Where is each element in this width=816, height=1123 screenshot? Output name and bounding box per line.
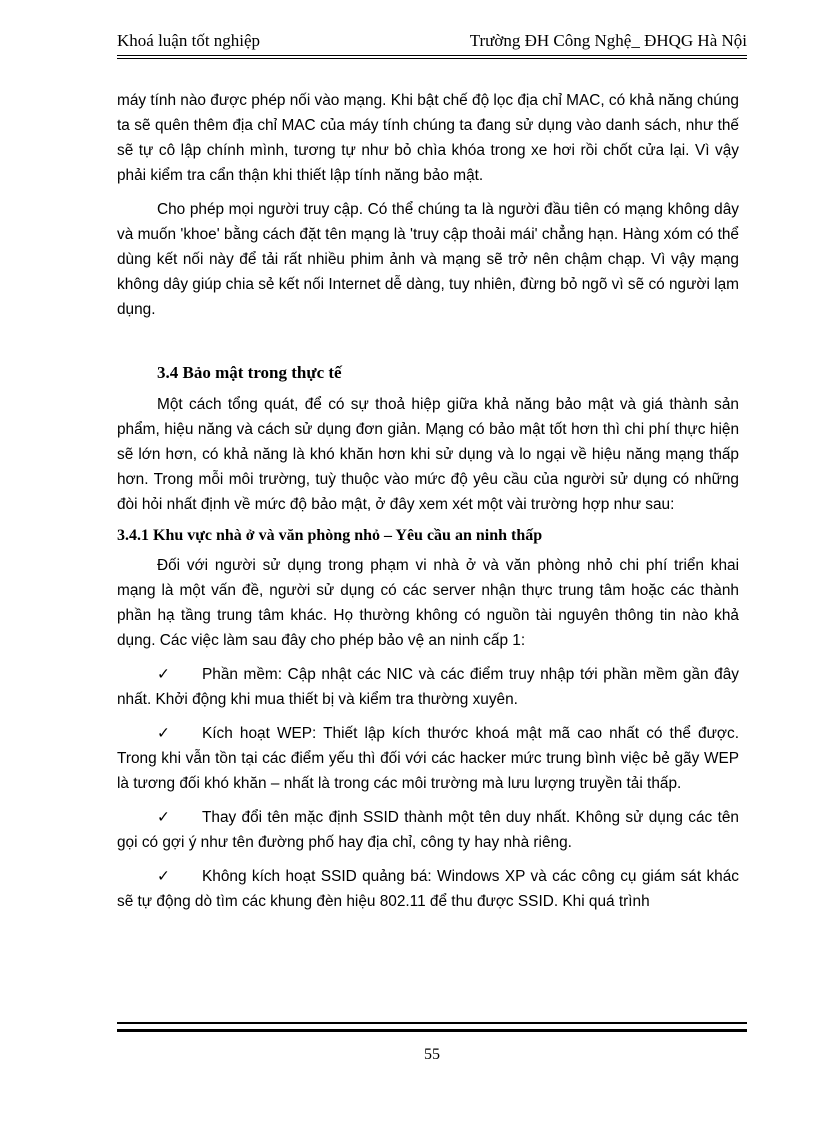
section-heading-3-4: 3.4 Bảo mật trong thực tế [157,363,342,382]
paragraph-mac-filter: máy tính nào được phép nối vào mạng. Khi bật chế độ lọc địa chỉ MAC, có khả năng chúng ta sẽ quên thêm địa chỉ MAC của máy tính chúng ta đang sử dụng vào danh sách, như thế sẽ tự cô lập chính mình, tương tự như bỏ chìa khóa trong xe hơi rồi chốt cửa lại. Vì vậy phải kiểm tra cẩn thận khi thiết lập tính năng bảo mật. [117,92,739,184]
page-body [117,88,739,914]
checklist-item-text: Phần mềm: Cập nhật các NIC và các điểm truy nhập tới phần mềm gần đây nhất. Khởi động khi mua thiết bị và kiểm tra thường xuyên. [117,666,739,708]
footer-divider [117,1022,747,1032]
checkmark-icon: ✓ [157,725,170,742]
checklist-item-software [117,662,739,712]
page-number: 55 [424,1046,440,1063]
checklist-item-text: Kích hoạt WEP: Thiết lập kích thước khoá mật mã cao nhất có thể được. Trong khi vẫn tồn tại các điểm yếu thì đối với các hacker mức trung bình việc bẻ gãy WEP là tương đối khó khăn – nhất là trong các môi trường mà lưu lượng truyền tải thấp. [117,725,739,792]
paragraph-security-tradeoff: Một cách tổng quát, để có sự thoả hiệp giữa khả năng bảo mật và giá thành sản phẩm, hiệu năng và cách sử dụng đơn giản. Mạng có bảo mật tốt hơn thì chi phí thực hiện sẽ lớn hơn, có khả năng là khó khăn hơn khi sử dụng và lo ngại về hiệu năng mạng thấp hơn. Trong mỗi môi trường, tuỳ thuộc vào mức độ yêu cầu của người sử dụng có những đòi hỏi nhất định về mức độ bảo mật, ở đây xem xét một vài trường hợp như sau: [117,396,739,513]
checklist-item-wep [117,721,739,796]
checklist-item-ssid-name [117,805,739,855]
checklist-item-text: Thay đổi tên mặc định SSID thành một tên duy nhất. Không sử dụng các tên gọi có gợi ý như tên đường phố hay địa chỉ, công ty hay nhà riêng. [117,809,739,851]
checklist-item-text: Không kích hoạt SSID quảng bá: Windows XP và các công cụ giám sát khác sẽ tự động dò tìm các khung đèn hiệu 802.11 để thu được SSID. Khi quá trình [117,868,739,910]
paragraph-small-office: Đối với người sử dụng trong phạm vi nhà ở và văn phòng nhỏ chi phí triển khai mạng là một vấn đề, người sử dụng có các server nhận thực trung tâm hoặc các thành phần hạ tầng trung tâm khác. Họ thường không có nguồn tài nguyên thông tin nào khả dụng. Các việc làm sau đây cho phép bảo vệ an ninh cấp 1: [117,557,739,649]
paragraph-open-access: Cho phép mọi người truy cập. Có thể chúng ta là người đầu tiên có mạng không dây và muốn 'khoe' bằng cách đặt tên mạng là 'truy cập thoải mái' chẳng hạn. Hàng xóm có thể dùng kết nối này để tải rất nhiều phim ảnh và mạng sẽ trở nên chậm chạp. Vì vậy mạng không dây giúp chia sẻ kết nối Internet dễ dàng, tuy nhiên, đừng bỏ ngõ vì sẽ có người lạm dụng. [117,201,739,318]
header-thesis-title: Khoá luận tốt nghiệp [117,31,261,50]
header-university: Trường ĐH Công Nghệ_ ĐHQG Hà Nội [469,31,747,50]
subsection-heading-3-4-1: 3.4.1 Khu vực nhà ở và văn phòng nhỏ – Yêu cầu an ninh thấp [117,527,543,544]
checkmark-icon: ✓ [157,666,170,683]
page-header [117,27,747,59]
checkmark-icon: ✓ [157,868,170,885]
checklist-item-ssid-broadcast [117,864,739,914]
checkmark-icon: ✓ [157,809,170,826]
